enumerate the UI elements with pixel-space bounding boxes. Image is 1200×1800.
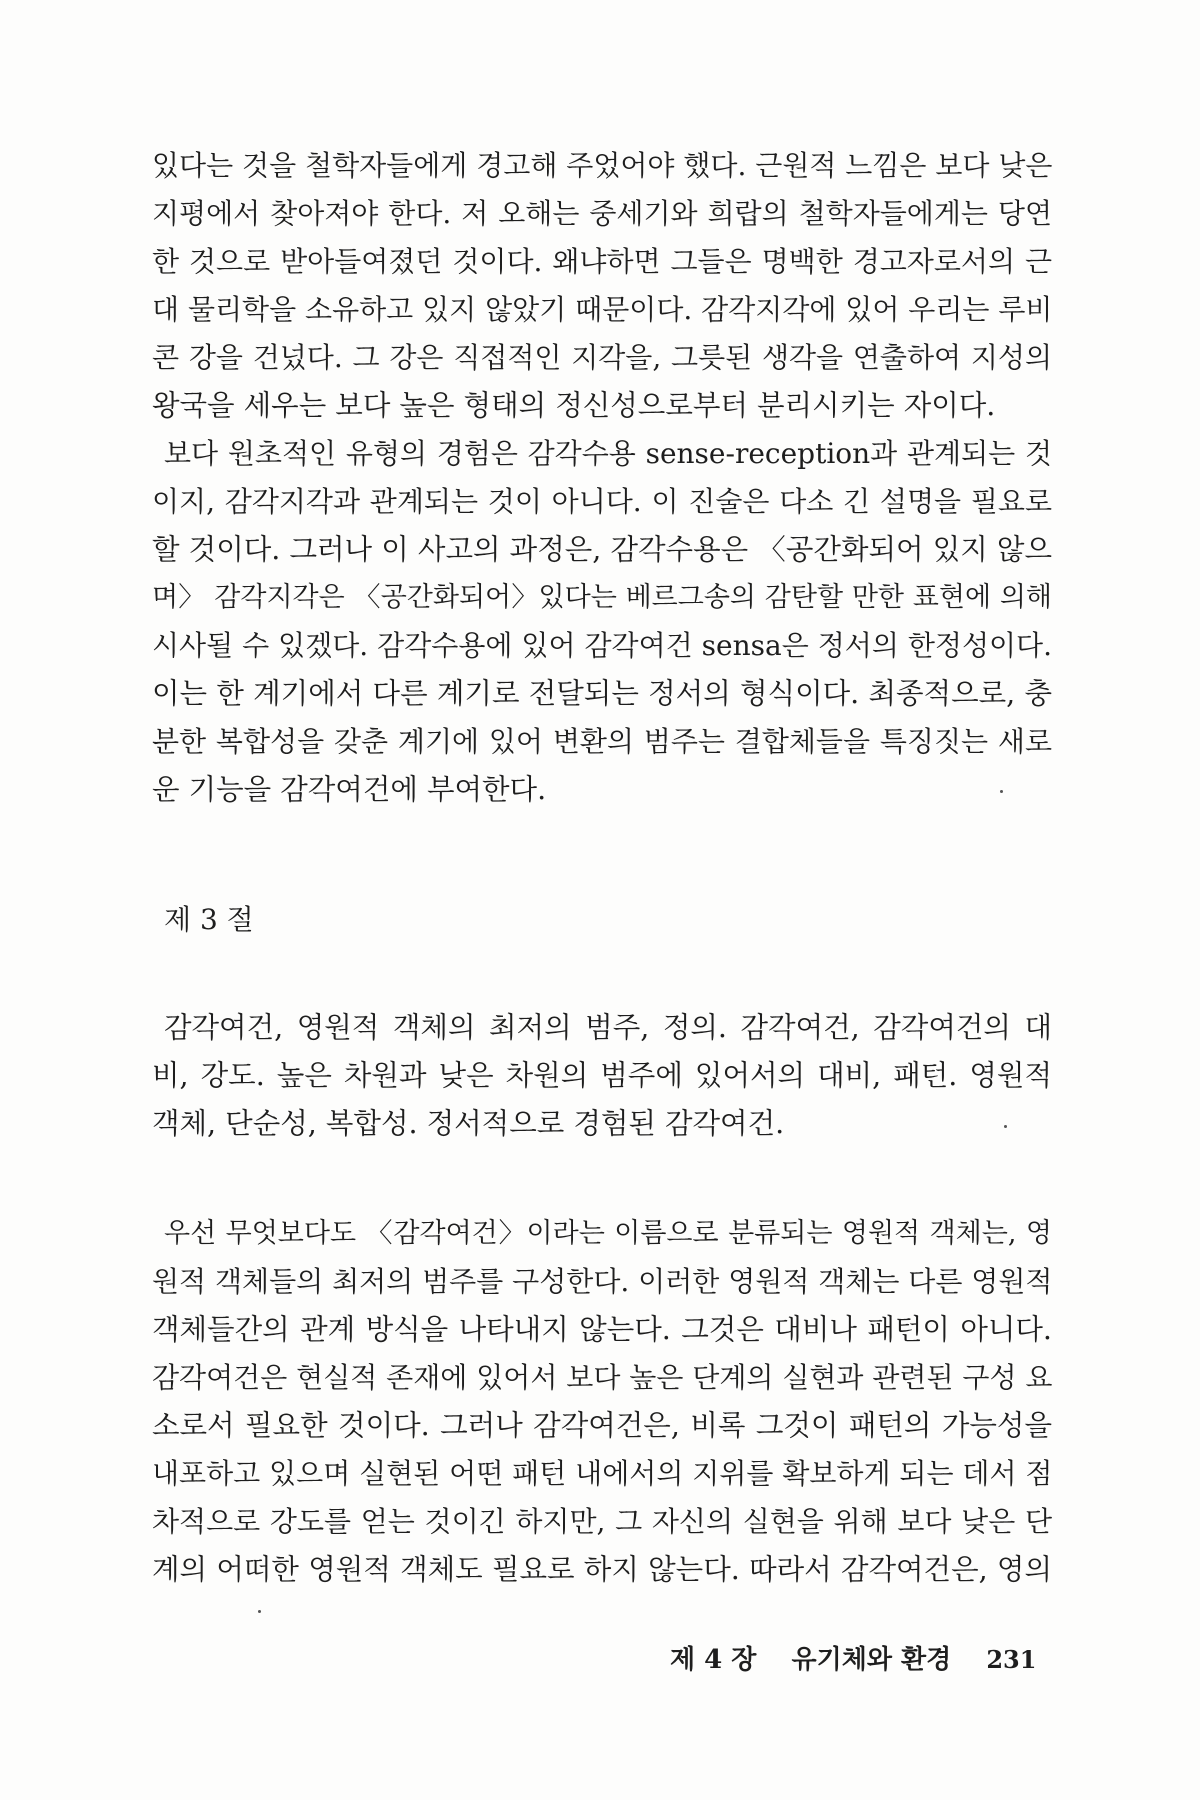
footer-chapter-title: 유기체와 환경	[791, 1645, 952, 1675]
text-line: 대 물리학을 소유하고 있지 않았기 때문이다. 감각지각에 있어 우리는 루비	[152, 293, 1053, 326]
text-line: 운 기능을 감각여건에 부여한다.	[152, 773, 547, 806]
text-line: 보다 원초적인 유형의 경험은 감각수용 sense-reception과 관계되는 것	[164, 437, 1052, 470]
text-line: 이는 한 계기에서 다른 계기로 전달되는 정서의 형식이다. 최종적으로, 충	[152, 677, 1052, 710]
text-line: 원적 객체들의 최저의 범주를 구성한다. 이러한 영원적 객체는 다른 영원적	[152, 1265, 1053, 1298]
text-line: 할 것이다. 그러나 이 사고의 과정은, 감각수용은 〈공간화되어 있지 않으	[152, 533, 1052, 566]
text-line: 있다는 것을 철학자들에게 경고해 주었어야 했다. 근원적 느낌은 보다 낮은	[152, 149, 1053, 182]
text-line: 비, 강도. 높은 차원과 낮은 차원의 범주에 있어서의 대비, 패턴. 영원적	[152, 1059, 1052, 1092]
text-line: 감각여건은 현실적 존재에 있어서 보다 높은 단계의 실현과 관련된 구성 요	[152, 1361, 1053, 1394]
text-line: 왕국을 세우는 보다 높은 형태의 정신성으로부터 분리시키는 자이다.	[152, 389, 996, 422]
text-line: 콘 강을 건넜다. 그 강은 직접적인 지각을, 그릇된 생각을 연출하여 지성의	[152, 341, 1052, 374]
text-line: 며〉 감각지각은 〈공간화되어〉있다는 베르그송의 감탄할 만한 표현에 의해	[152, 582, 1052, 613]
text-line: 한 것으로 받아들여졌던 것이다. 왜냐하면 그들은 명백한 경고자로서의 근	[152, 245, 1052, 278]
text-line: 시사될 수 있겠다. 감각수용에 있어 감각여건 sensa은 정서의 한정성이다.	[152, 629, 1052, 662]
scan-speck	[258, 1610, 261, 1613]
text-line: 우선 무엇보다도 〈감각여건〉이라는 이름으로 분류되는 영원적 객체는, 영	[164, 1218, 1052, 1249]
text-line: 소로서 필요한 것이다. 그러나 감각여건은, 비록 그것이 패턴의 가능성을	[152, 1409, 1052, 1442]
text-line: 내포하고 있으며 실현된 어떤 패턴 내에서의 지위를 확보하게 되는 데서 점	[152, 1457, 1053, 1490]
text-line: 이지, 감각지각과 관계되는 것이 아니다. 이 진술은 다소 긴 설명을 필요로	[152, 485, 1052, 518]
page-number: 231	[986, 1645, 1037, 1674]
text-line: 차적으로 강도를 얻는 것이긴 하지만, 그 자신의 실현을 위해 보다 낮은 단	[152, 1505, 1052, 1538]
text-line: 계의 어떠한 영원적 객체도 필요로 하지 않는다. 따라서 감각여건은, 영의	[152, 1553, 1052, 1586]
page-footer	[670, 1640, 1036, 1680]
text-line: 객체들간의 관계 방식을 나타내지 않는다. 그것은 대비나 패턴이 아니다.	[152, 1313, 1052, 1346]
text-line: 지평에서 찾아져야 한다. 저 오해는 중세기와 희랍의 철학자들에게는 당연	[152, 197, 1052, 230]
footer-chapter: 제 4 장	[670, 1645, 757, 1675]
text-line: 분한 복합성을 갖춘 계기에 있어 변환의 범주는 결합체들을 특징짓는 새로	[152, 725, 1052, 758]
scan-speck	[1004, 1125, 1007, 1128]
text-line: 객체, 단순성, 복합성. 정서적으로 경험된 감각여건.	[152, 1107, 785, 1140]
section-heading: 제 3 절	[164, 903, 254, 936]
scan-speck	[1000, 790, 1003, 793]
text-line: 감각여건, 영원적 객체의 최저의 범주, 정의. 감각여건, 감각여건의 대	[164, 1011, 1052, 1044]
